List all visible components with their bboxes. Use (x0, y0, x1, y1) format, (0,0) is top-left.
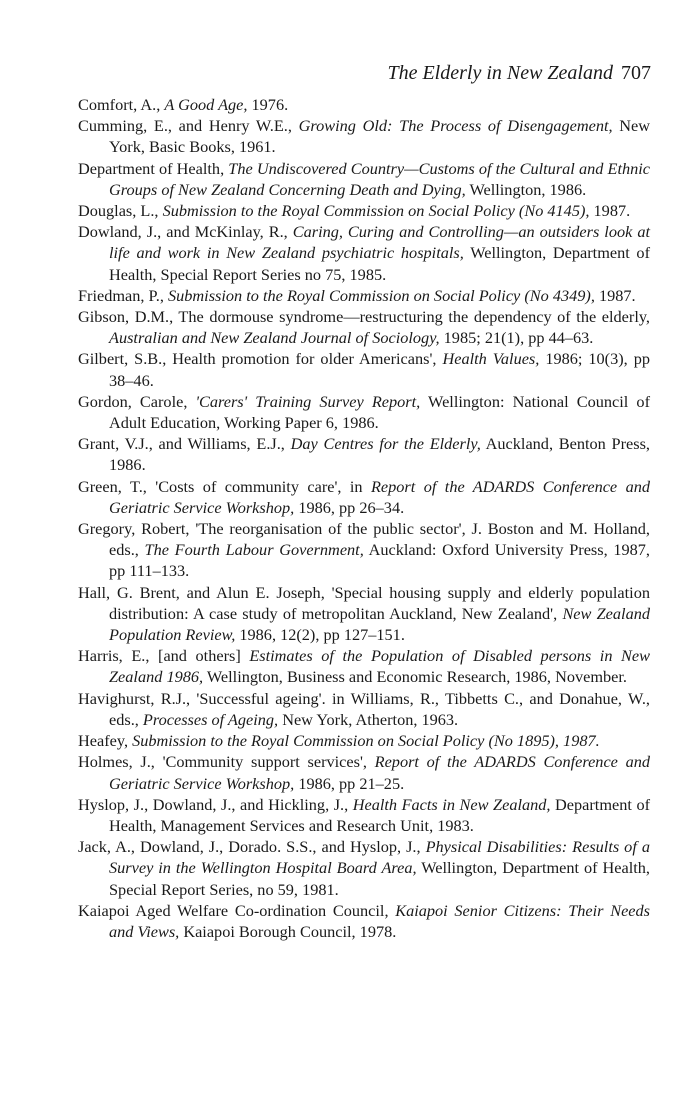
reference-entry (78, 221, 650, 285)
reference-entry (78, 730, 650, 751)
reference-title-text: Submission to the Royal Commission on Social Policy (No 4349), (168, 285, 595, 305)
reference-entry (78, 476, 650, 518)
reference-text: Hall, G. Brent, and Alun E. Joseph, 'Special housing supply and elderly population distribution: A case study of metropolitan Auckland, New Zealand', (78, 582, 650, 623)
reference-entry (78, 794, 650, 836)
reference-entry (78, 582, 650, 646)
reference-text: Grant, V.J., and Williams, E.J., (78, 434, 291, 454)
reference-text: Dowland, J., and McKinlay, R., (78, 222, 293, 242)
reference-text: Friedman, P., (78, 285, 168, 305)
reference-text: Wellington, Department of Health, Special Report Series no 75, 1985. (109, 243, 650, 284)
reference-title-text: Processes of Ageing, (142, 709, 279, 729)
reference-text: Douglas, L., (78, 201, 163, 221)
reference-entry (78, 433, 650, 475)
reference-title-text: Submission to the Royal Commission on Social Policy (No 4145), (162, 201, 590, 221)
reference-text: Auckland: Oxford University Press, 1987, pp 111–133. (109, 540, 651, 581)
reference-text: Cumming, E., and Henry W.E., (78, 116, 299, 136)
running-title: The Elderly in New Zealand (387, 62, 613, 84)
reference-text: Gordon, Carole, (78, 391, 196, 411)
reference-entry (78, 688, 650, 730)
reference-entry (78, 158, 650, 200)
reference-text: Gregory, Robert, 'The reorganisation of the public sector', J. Boston and M. Holland, eds., (78, 519, 650, 560)
reference-text: Kaiapoi Borough Council, 1978. (179, 921, 397, 941)
reference-text: Havighurst, R.J., 'Successful ageing'. in Williams, R., Tibbetts C., and Donahue, W., eds., (78, 688, 650, 729)
reference-text: Gibson, D.M., The dormouse syndrome—restructuring the dependency of the elderly, (78, 307, 650, 327)
reference-text: Wellington, Business and Economic Research, 1986, November. (203, 667, 627, 687)
reference-text: Jack, A., Dowland, J., Dorado. S.S., and Hyslop, J., (78, 837, 426, 857)
reference-text: 1985; 21(1), pp 44–63. (439, 328, 594, 348)
reference-title-text: Growing Old: The Process of Disengagement, (298, 116, 613, 136)
reference-title-text: Estimates of the Population of Disabled persons in New Zealand 1986, (109, 646, 650, 687)
reference-title-text: Kaiapoi Senior Citizens: Their Needs and Views, (109, 900, 651, 941)
reference-title-text: Australian and New Zealand Journal of Sociology, (109, 328, 440, 348)
reference-entry (78, 518, 650, 582)
reference-text: Green, T., 'Costs of community care', in (78, 476, 371, 496)
reference-entry (78, 348, 650, 390)
reference-title-text: 'Carers' Training Survey Report, (195, 391, 421, 411)
reference-text: 1976. (247, 95, 289, 114)
reference-text: New York, Basic Books, 1961. (109, 116, 651, 157)
reference-list (78, 94, 650, 942)
reference-text: Wellington, 1986. (465, 179, 587, 199)
reference-text: Holmes, J., 'Community support services', (78, 752, 375, 772)
reference-text: Hyslop, J., Dowland, J., and Hickling, J., (78, 794, 353, 814)
reference-entry (78, 836, 650, 900)
reference-title-text: Physical Disabilities: Results of a Survey in the Wellington Hospital Board Area, (109, 837, 650, 878)
reference-title-text: Report of the ADARDS Conference and Geriatric Service Workshop, (109, 476, 651, 517)
reference-text: Kaiapoi Aged Welfare Co-ordination Council, (78, 900, 396, 920)
reference-text: 1987. (589, 201, 631, 221)
reference-text: Harris, E., [and others] (78, 646, 250, 666)
reference-text: 1987. (594, 285, 636, 305)
reference-text: Heafey, (78, 731, 133, 751)
reference-title-text: Day Centres for the Elderly, (290, 434, 481, 454)
reference-text: Wellington: National Council of Adult Education, Working Paper 6, 1986. (109, 391, 650, 433)
reference-title-text: Health Values, (442, 349, 540, 369)
reference-text: 1986, 12(2), pp 127–151. (235, 625, 405, 645)
reference-title-text: Caring, Curing and Controlling—an outsiders look at life and work in New Zealand psychiatric hospitals, (109, 222, 650, 263)
reference-text: Department of Health, Management Services and Research Unit, 1983. (109, 794, 651, 835)
reference-entry (78, 115, 650, 157)
reference-entry (78, 645, 650, 687)
reference-entry (78, 306, 650, 348)
page-number: 707 (621, 62, 651, 84)
reference-entry (78, 751, 650, 793)
reference-entry (78, 900, 650, 942)
reference-text: Wellington, Department of Health, Special Report Series, no 59, 1981. (109, 858, 650, 899)
reference-title-text: Report of the ADARDS Conference and Geriatric Service Workshop, (109, 752, 650, 793)
reference-entry (78, 285, 650, 306)
reference-entry (78, 94, 650, 115)
reference-text: 1986; 10(3), pp 38–46. (109, 349, 650, 390)
reference-text: Gilbert, S.B., Health promotion for older Americans', (78, 349, 443, 369)
running-header (0, 62, 651, 85)
reference-title-text: A Good Age, (164, 95, 248, 114)
reference-title-text: Submission to the Royal Commission on Social Policy (No 1895), 1987. (132, 731, 600, 751)
reference-text: 1986, pp 21–25. (294, 773, 405, 793)
reference-text: New York, Atherton, 1963. (278, 709, 459, 729)
reference-entry (78, 200, 650, 221)
reference-text: Auckland, Benton Press, 1986. (109, 434, 650, 475)
reference-text: Department of Health, (78, 158, 229, 178)
reference-entry (78, 391, 650, 433)
reference-title-text: The Fourth Labour Government, (144, 540, 364, 560)
reference-text: Comfort, A., (78, 95, 165, 114)
reference-title-text: New Zealand Population Review, (109, 603, 650, 645)
reference-title-text: Health Facts in New Zealand, (352, 794, 551, 814)
reference-text: 1986, pp 26–34. (294, 497, 405, 517)
reference-title-text: The Undiscovered Country—Customs of the Cultural and Ethnic Groups of New Zealand Concerning Death and Dying, (109, 158, 650, 199)
